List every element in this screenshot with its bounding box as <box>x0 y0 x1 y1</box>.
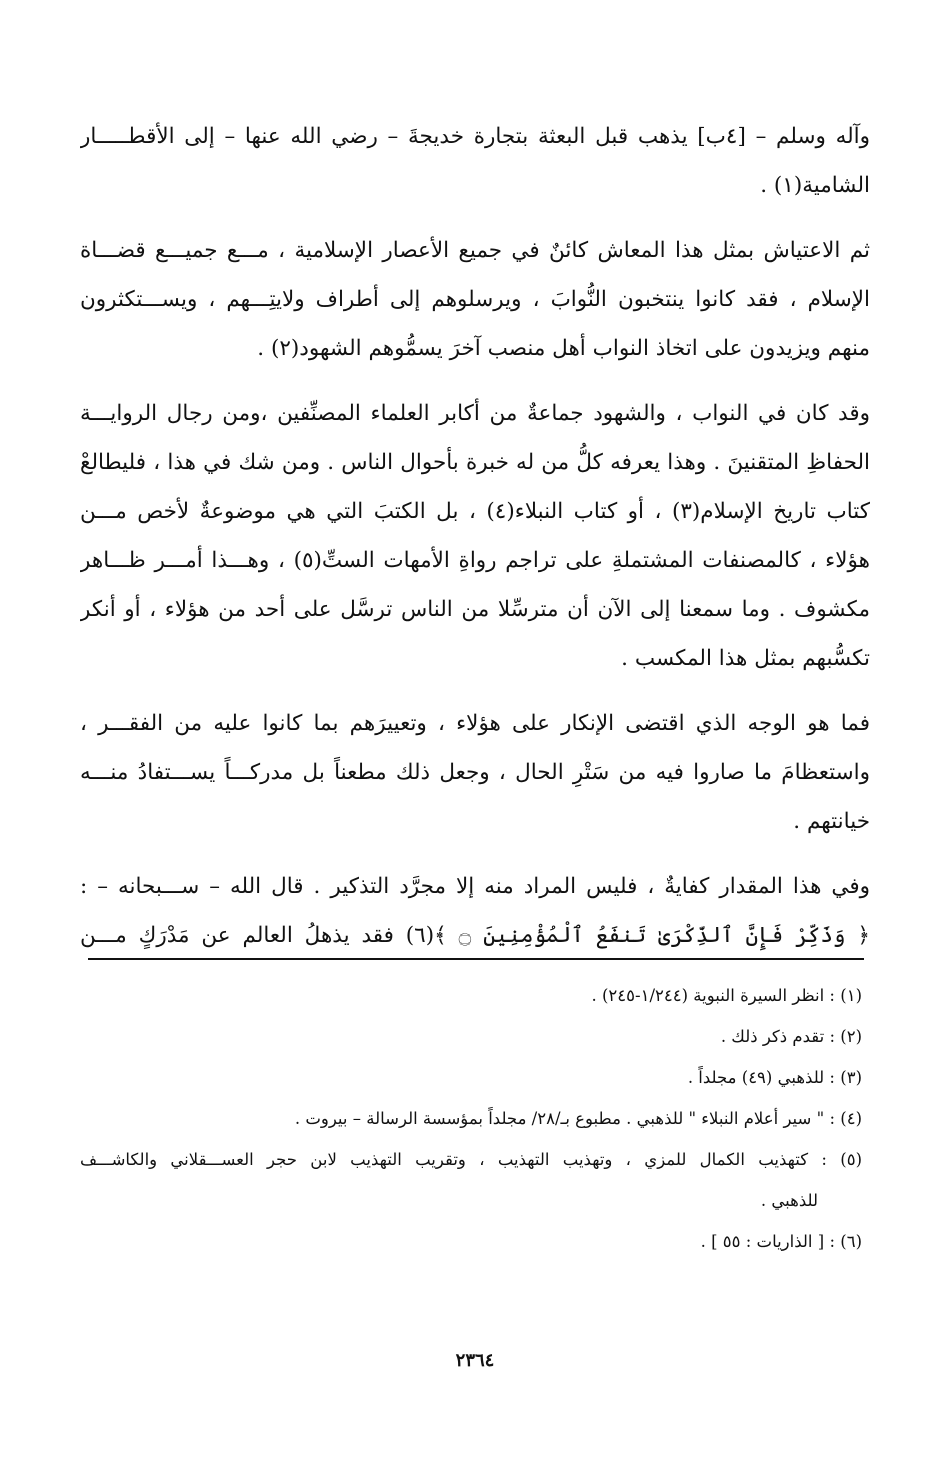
text-line: تكسُّبهم بمثل هذا المكسب . <box>621 646 870 671</box>
paragraph <box>80 862 870 960</box>
main-text <box>80 112 870 960</box>
text-line: واستعظامَ ما صاروا فيه من سَتْرِ الحال ، وجعل ذلك مطعناً بل مدركـــاً يســـتفادُ منـــه <box>80 760 870 785</box>
footnote-divider <box>88 958 864 960</box>
text-line: ثم الاعتياش بمثل هذا المعاش كائنٌ في جميع الأعصار الإسلامية ، مـــع جميـــع قضـــاة <box>80 238 870 263</box>
text-line: وفي هذا المقدار كفايةٌ ، فليس المراد منه إلا مجرَّد التذكير . قال الله – ســـبحانه – : <box>80 874 870 899</box>
paragraph <box>80 389 870 683</box>
footnote: (٦) : [ الذاريات : ٥٥ ] . <box>700 1232 862 1251</box>
text-line: الحفاظِ المتقنينَ . وهذا يعرفه كلُّ من له خبرة بأحوال الناس . ومن شك في هذا ، فليطالعْ <box>80 450 870 475</box>
footnotes <box>80 975 862 1262</box>
footnote-continuation: للذهبي . <box>760 1191 818 1210</box>
text-line: الشامية(١) . <box>760 173 870 198</box>
footnote: (٤) : " سير أعلام النبلاء " للذهبي . مطبوع بـ/٢٨/ مجلداً بمؤسسة الرسالة – بيروت . <box>294 1109 862 1128</box>
text-line: ﴿ وَذَكِّرْ فَإِنَّ ٱلذِّكْرَىٰ تَنفَعُ ٱلْمُؤْمِنِينَ ۝ ﴾(٦) فقد يذهلُ العالم عن مَدْرَكٍ مـــن <box>80 923 870 948</box>
text-line: خيانتهم . <box>793 809 870 834</box>
text-line: هؤلاء ، كالمصنفات المشتملةِ على تراجم رواةِ الأمهات الستِّ(٥) ، وهـــذا أمـــر ظـــاهر <box>80 548 870 573</box>
text-line: كتاب تاريخ الإسلام(٣) ، أو كتاب النبلاء(٤) ، بل الكتبَ التي هي موضوعةٌ لأخص مـــن <box>80 499 870 524</box>
footnote: (٣) : للذهبي (٤٩) مجلداً . <box>687 1068 862 1087</box>
footnote: (١) : انظر السيرة النبوية (١/٢٤٤-٢٤٥) . <box>591 986 862 1005</box>
paragraph <box>80 112 870 210</box>
text-line: وآله وسلم – [٤ب] يذهب قبل البعثة بتجارة خديجةَ – رضي الله عنها – إلى الأقطـــــار <box>80 124 870 149</box>
paragraph <box>80 699 870 846</box>
text-line: مكشوف . وما سمعنا إلى الآن أن مترسِّلا من الناس ترسَّل على أحد من هؤلاء ، أو أنكر <box>80 597 870 622</box>
text-line: فما هو الوجه الذي اقتضى الإنكار على هؤلاء ، وتعييرَهم بما كانوا عليه من الفقـــر ، <box>80 711 870 736</box>
text-line: وقد كان في النواب ، والشهود جماعةٌ من أكابر العلماء المصنِّفين ،ومن رجال الروايـــة <box>80 401 870 426</box>
page-number: ٢٣٦٤ <box>455 1350 495 1371</box>
text-line: منهم ويزيدون على اتخاذ النواب أهل منصب آخرَ يسمُّوهم الشهود(٢) . <box>257 336 870 361</box>
text-line: الإسلام ، فقد كانوا ينتخبون النُّوابَ ، ويرسلوهم إلى أطراف ولايتِـــهم ، ويســـتكثرون <box>80 287 870 312</box>
footnote: (٥) : كتهذيب الكمال للمزي ، وتهذيب التهذيب ، وتقريب التهذيب لابن حجر العســـقلاني والكاشـــف <box>80 1150 862 1169</box>
footnote: (٢) : تقدم ذكر ذلك . <box>720 1027 862 1046</box>
paragraph <box>80 226 870 373</box>
